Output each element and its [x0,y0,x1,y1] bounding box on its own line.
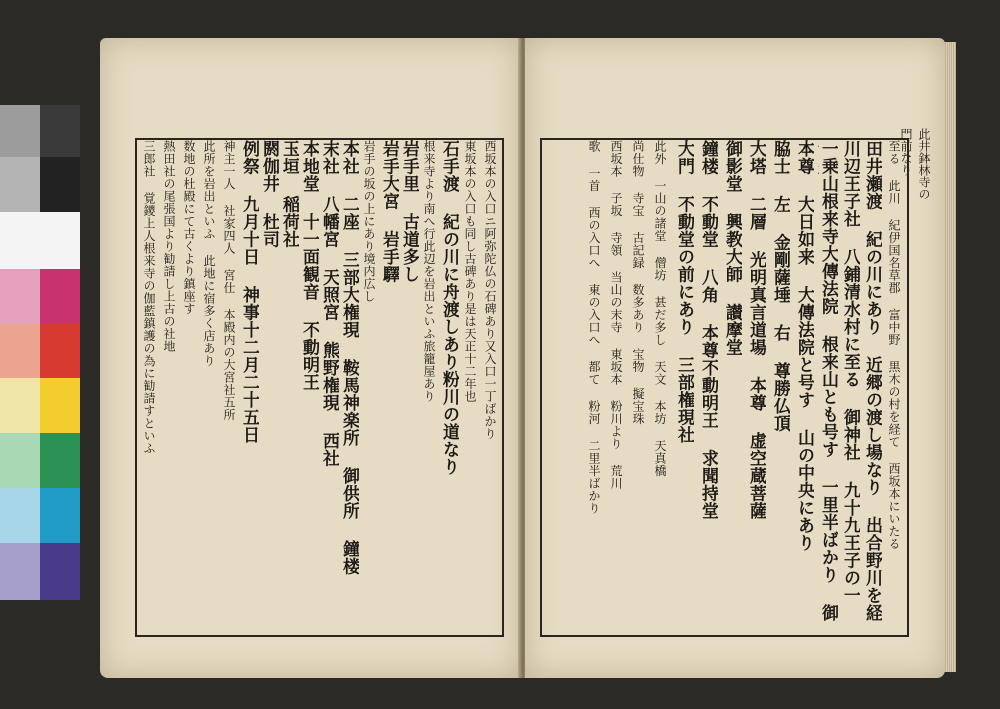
text-column-heading: 脇士 左 金剛薩埵 右 尊勝仏頂 [770,140,790,432]
text-column-heading: 田井瀬渡 紀の川にあり 近郷の渡し場なり 出合野川を経 [862,140,882,622]
text-column: 数地の杜殿にて古くより鎮座す [182,140,196,315]
color-patch-white [0,212,80,269]
text-column-heading: 本尊 大日如来 大傳法院と号す 山の中央にあり [794,140,814,552]
text-column: 岩手の坂の上にあり境内広し [362,140,376,303]
text-column-heading: 岩手里 古道多し [399,140,419,283]
text-column: 西坂本 子坂 寺領 当山の末寺 東坂本 粉川より 荒川 [609,140,623,490]
text-column-heading: 末社 八幡宮 天照宮 熊野権現 西社 [319,140,339,467]
right-page [525,38,945,678]
color-patch-pink [0,269,40,324]
color-patch-magenta [40,269,80,324]
text-column-heading: 御影堂 興教大師 讃摩堂 [722,140,742,356]
text-column-heading: 例祭 九月十日 神事十二月二十五日 [239,140,259,444]
color-patch-dark-gray [40,105,80,157]
page-edges [944,42,956,672]
text-column: 至る 此川 紀伊国名草郡 富中野 黒木の村を経て 西坂本にいたる [887,140,901,550]
text-column: 此所を岩出といふ 此地に宿多く店あり [202,140,216,367]
text-column: 熱田社の尾張国より勧請し上古の社地 [162,140,176,353]
text-column: 此外 一山の諸堂 僧坊 甚だ多し 天文 本坊 天真橋 [653,140,667,477]
text-column-heading: 本地堂 十一面観音 不動明王 [299,140,319,391]
text-column-heading: 閼伽井 杜司 [259,140,279,248]
text-column: 東坂本の入口も同し古碑あり是は天正十二年也 [463,140,477,403]
text-column-heading: 一乗山根来寺大傳法院 根来山とも号す 一里半ばかり 御 [818,140,838,622]
color-patch-light-gray [0,105,40,157]
color-patch-charcoal [40,157,80,212]
open-book [100,30,950,685]
margin-note: 此井鉢林寺の門前なり [899,128,931,200]
text-column: 西坂本の入口ニ阿弥陀仏の石碑あり又入口一丁ばかり [483,140,497,440]
text-column-heading: 鐘楼 不動堂 八角 本尊不動明王 求聞持堂 [698,140,718,520]
color-patch-cyan [40,488,80,543]
text-column: 歌 一首 西の入口へ 東の入口へ 都て 粉河 二里半ばかり [587,140,601,515]
color-patch-lavender [0,543,40,600]
color-patch-green [40,433,80,488]
color-patch-salmon [0,324,40,378]
color-patch-cream [0,378,40,433]
text-column: 根来寺より南へ行此辺を岩出といふ旅籠屋あり [422,140,436,403]
color-patch-yellow [40,378,80,433]
text-column: 三郎社 覚鑁上人根来寺の伽藍鎮護の為に勧請すといふ [142,140,156,455]
left-page [100,38,520,678]
text-column-heading: 本社 二座 三部大権現 鞍馬神楽所 御供所 鐘楼 [339,140,359,575]
text-column-heading: 岩手大宮 岩手驛 [379,140,399,283]
text-column: 神主一人 社家四人 宮仕 本殿内の大宮社五所 [222,140,236,421]
color-patch-light-blue [0,488,40,543]
color-calibration-card [0,105,80,600]
color-patch-gray [0,157,40,212]
text-column-heading: 川辺王子社 八鋪清水村に至る 御神社 九十九王子の一 [840,140,860,604]
text-column-heading: 大塔 二層 光明真言道場 本尊 虚空蔵菩薩 [746,140,766,520]
color-patch-purple [40,543,80,600]
color-patch-mint [0,433,40,488]
color-patch-red [40,324,80,378]
left-page-text-frame [135,138,504,637]
right-page-text-frame [540,138,909,637]
text-column: 尚仕物 寺宝 古記録 数多あり 宝物 擬宝珠 [631,140,645,425]
text-column-heading: 玉垣 稲荷社 [279,140,299,248]
text-column-heading: 大門 不動堂の前にあり 三部権現社 [674,140,694,444]
text-column-heading: 石手渡 紀の川に舟渡しあり粉川の道なり [439,140,459,476]
